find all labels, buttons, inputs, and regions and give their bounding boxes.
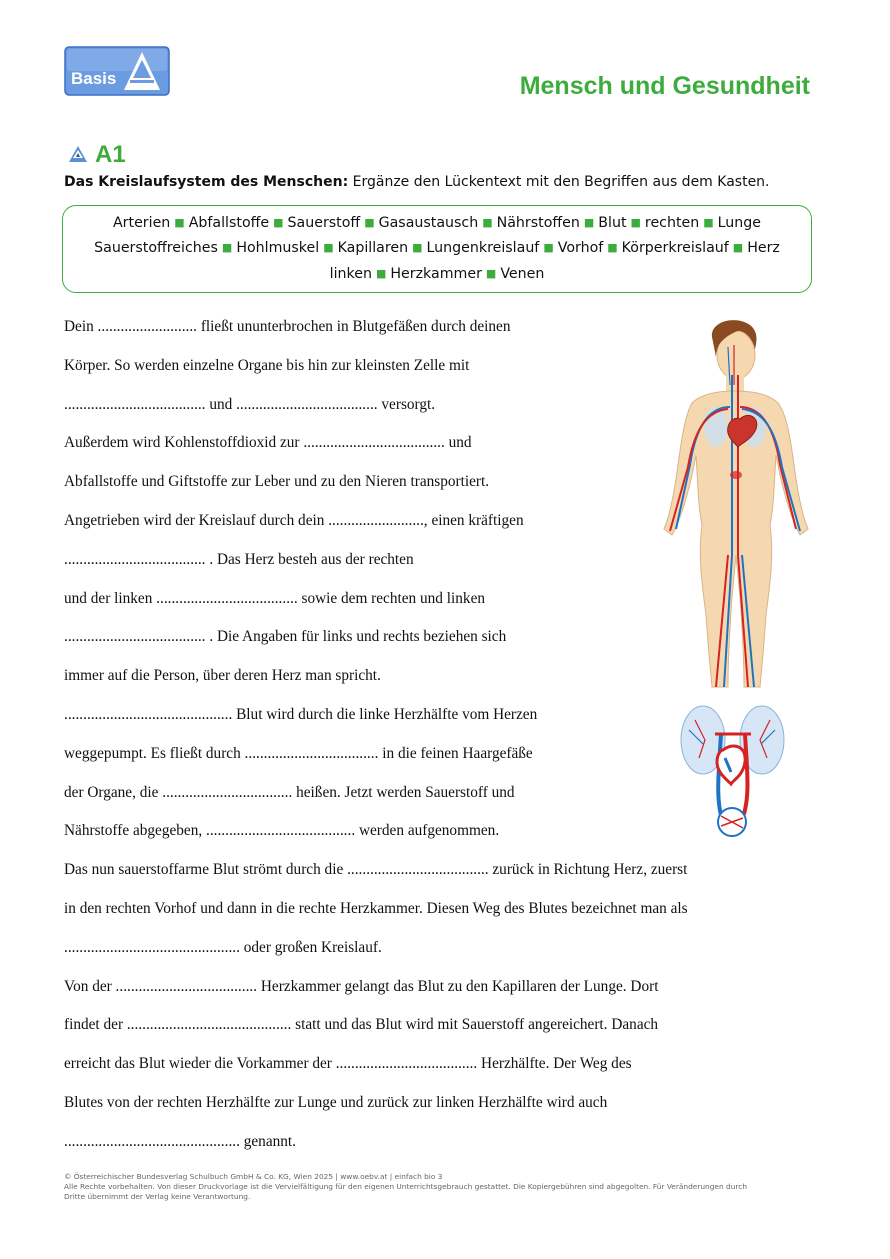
cloze-line: .............................................. oder großen Kreislauf. — [64, 939, 382, 956]
word-box-term: Sauerstoff — [287, 214, 361, 231]
separator-square-icon: ■ — [732, 241, 744, 255]
word-box-term: rechten — [644, 214, 700, 231]
level-pyramid-icon — [68, 145, 88, 163]
cloze-line: Von der ..................................... Herzkammer gelangt das Blut zu den Kapillaren der Lunge. Dort — [64, 978, 659, 995]
task-instruction — [64, 174, 770, 190]
cloze-line: und der linken ..................................... sowie dem rechten und linken — [64, 590, 486, 607]
separator-square-icon: ■ — [412, 241, 423, 255]
word-box-term: Venen — [500, 265, 545, 282]
separator-square-icon: ■ — [630, 215, 641, 229]
separator-square-icon: ■ — [273, 215, 284, 229]
separator-square-icon: ■ — [583, 215, 595, 229]
logo-text: Basis — [71, 69, 117, 88]
cloze-line: ..................................... und ..................................... versorgt. — [64, 396, 436, 413]
separator-square-icon: ■ — [543, 241, 554, 255]
footer-line-2: Alle Rechte vorbehalten. Von dieser Druckvorlage ist die Vervielfältigung für den eigenen Unterrichtsgebrauch gestattet. Die Kopiergebühren sind abgegolten. Für Veränderungen durch — [64, 1182, 748, 1191]
cloze-line: .............................................. genannt. — [64, 1133, 296, 1150]
separator-square-icon: ■ — [485, 266, 497, 280]
word-box-line — [113, 211, 761, 237]
word-box-term: Arterien — [112, 214, 171, 231]
task-number: A1 — [95, 141, 126, 168]
word-box-term: Lungenkreislauf — [426, 240, 540, 257]
word-box — [62, 205, 812, 293]
circulatory-system-illustration — [640, 315, 816, 693]
word-box-term: Hohlmuskel — [236, 240, 320, 257]
footer-line-1: © Österreichischer Bundesverlag Schulbuch GmbH & Co. KG, Wien 2025 | www.oebv.at | einfach bio 3 — [64, 1172, 443, 1181]
word-box-line — [330, 262, 545, 288]
word-box-term: Körperkreislauf — [621, 240, 729, 257]
separator-square-icon: ■ — [703, 215, 714, 229]
separator-square-icon: ■ — [482, 215, 493, 229]
cloze-line: findet der ........................................... statt und das Blut wird mit Sauerstoff angereichert. Danach — [64, 1016, 659, 1033]
cloze-line: weggepumpt. Es fließt durch ................................... in die feinen Haargefäße — [64, 745, 533, 762]
cloze-line: Das nun sauerstoffarme Blut strömt durch die ..................................... zurück in Richtung Herz, zuerst — [64, 861, 688, 878]
cloze-line: Nährstoffe abgegeben, ....................................... werden aufgenommen. — [64, 822, 500, 839]
cloze-line: Außerdem wird Kohlenstoffdioxid zur ..................................... und — [64, 434, 472, 451]
cloze-line: ..................................... . Die Angaben für links und rechts beziehen sich — [64, 628, 507, 645]
word-box-term: Nährstoffen — [496, 214, 580, 231]
task-instruction-bold: Das Kreislaufsystem des Menschen: — [64, 174, 349, 190]
cloze-line: Abfallstoffe und Giftstoffe zur Leber und zu den Nieren transportiert. — [64, 473, 490, 490]
heart-circulation-illustration — [675, 700, 790, 840]
word-box-term: Lunge — [717, 214, 762, 231]
cloze-line: Angetrieben wird der Kreislauf durch dein ........................., einen kräftigen — [64, 512, 524, 529]
cloze-line: Körper. So werden einzelne Organe bis hin zur kleinsten Zelle mit — [64, 357, 470, 374]
footer — [64, 1172, 824, 1202]
footer-line-3: Dritte übernimmt der Verlag keine Verantwortung. — [64, 1192, 251, 1201]
word-box-term: Sauerstoffreiches — [94, 240, 218, 257]
separator-square-icon: ■ — [607, 241, 618, 255]
cloze-line: Blutes von der rechten Herzhälfte zur Lunge und zurück zur linken Herzhälfte wird auch — [64, 1094, 608, 1111]
task-instruction-rest: Ergänze den Lückentext mit den Begriffen aus dem Kasten. — [348, 174, 770, 190]
cloze-line: ..................................... . Das Herz besteh aus der rechten — [64, 551, 414, 568]
word-box-term: Vorhof — [557, 240, 604, 257]
cloze-line: Dein .......................... fließt ununterbrochen in Blutgefäßen durch deinen — [64, 318, 511, 335]
basis-logo — [64, 46, 170, 96]
word-box-term: Abfallstoffe — [188, 214, 270, 231]
word-box-term: Herz — [747, 240, 780, 257]
cloze-line: in den rechten Vorhof und dann in die rechte Herzkammer. Diesen Weg des Blutes bezeichnet man als — [64, 900, 688, 917]
word-box-line — [94, 236, 780, 262]
cloze-line: der Organe, die .................................. heißen. Jetzt werden Sauerstoff und — [64, 784, 515, 801]
separator-square-icon: ■ — [174, 215, 185, 229]
separator-square-icon: ■ — [364, 215, 375, 229]
subject-title: Mensch und Gesundheit — [519, 72, 810, 100]
separator-square-icon: ■ — [375, 266, 387, 280]
word-box-term: Herzkammer — [390, 265, 482, 282]
cloze-line: immer auf die Person, über deren Herz man spricht. — [64, 667, 381, 684]
separator-square-icon: ■ — [221, 241, 233, 255]
word-box-term: Blut — [598, 214, 627, 231]
word-box-term: linken — [329, 265, 372, 282]
cloze-line: erreicht das Blut wieder die Vorkammer der ..................................... Herzhälfte. Der Weg des — [64, 1055, 632, 1072]
word-box-term: Kapillaren — [337, 240, 409, 257]
separator-square-icon: ■ — [323, 241, 334, 255]
word-box-term: Gasaustausch — [378, 214, 479, 231]
cloze-line: ............................................ Blut wird durch die linke Herzhälfte vom Herzen — [64, 706, 538, 723]
